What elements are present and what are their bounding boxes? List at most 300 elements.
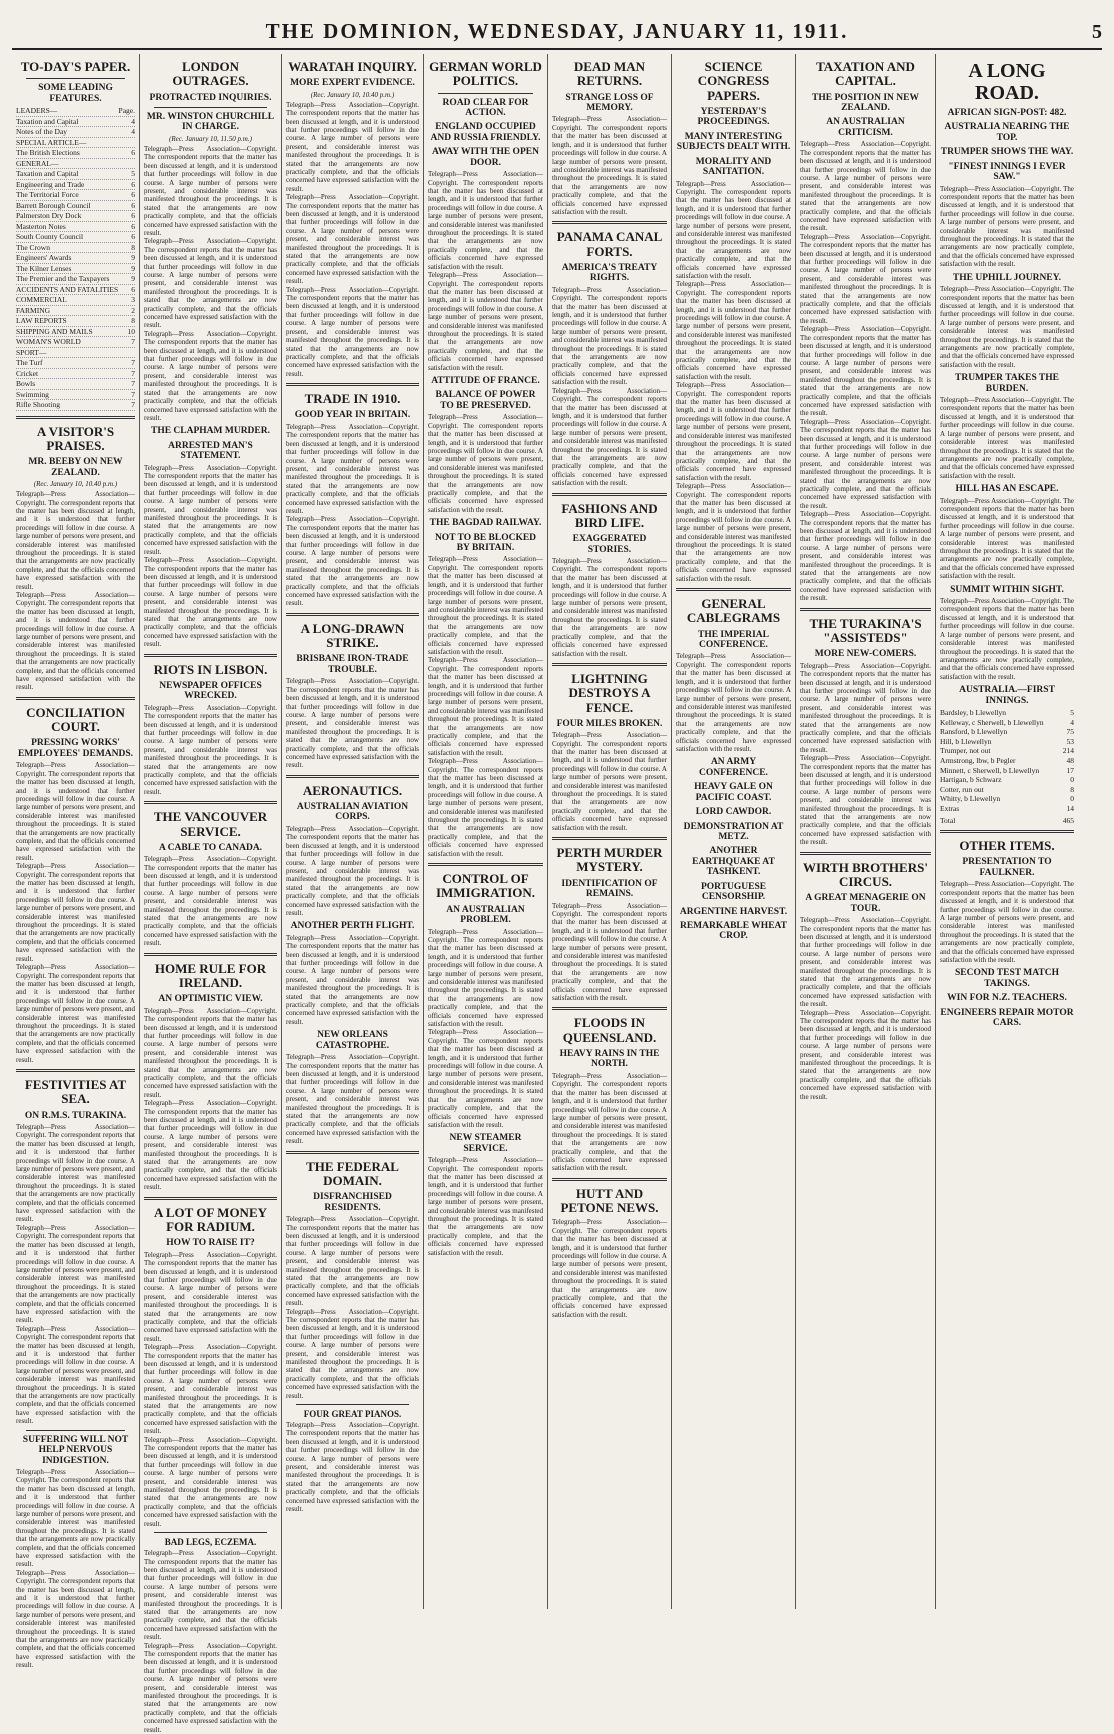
subheading: MORALITY AND SANITATION. bbox=[695, 156, 772, 178]
taxation-heading: TAXATION AND CAPITAL. bbox=[816, 59, 915, 89]
article-text: Telegraph—Press Association—Copyright. The correspondent reports that the matter has been discussed at length, and it is understood that further proceedings will follow in due course. A large number of persons were present, and considerable interest was manifested throughout the proceedings. It is stated that the arrangements are now practically complete, and that the officials concerned have expressed satisfaction with the result. bbox=[144, 703, 277, 796]
subheading: ATTITUDE OF FRANCE. bbox=[431, 375, 540, 386]
column-7 bbox=[796, 54, 936, 1609]
article-text: Telegraph—Press Association—Copyright. The correspondent reports that the matter has been discussed at length, and it is understood that further proceedings will follow in due course. A large number of persons were present, and considerable interest was manifested throughout the proceedings. It is stated that the arrangements are now practically complete, and that the officials concerned have expressed satisfaction with the result. bbox=[144, 329, 277, 422]
subheading: THE UPHILL JOURNEY. bbox=[952, 272, 1062, 283]
index-entry-page: 6 bbox=[131, 179, 135, 189]
index-entry-label: Taxation and Capital bbox=[16, 116, 79, 126]
index-entry-label: Bowls bbox=[16, 379, 36, 389]
science-congress-heading: SCIENCE CONGRESS PAPERS. bbox=[697, 59, 770, 103]
index-entry-page: 4 bbox=[131, 116, 135, 126]
batsman-runs: 48 bbox=[1066, 755, 1074, 765]
subheading: SUMMIT WITHIN SIGHT. bbox=[950, 584, 1064, 595]
german-politics-heading: GERMAN WORLD POLITICS. bbox=[429, 59, 542, 89]
article-text: Telegraph—Press Association—Copyright. The correspondent reports that the matter has been discussed at length, and it is understood that further proceedings will follow in due course. A large number of persons were present, and considerable interest was manifested throughout the proceedings. It is stated that the arrangements are now practically complete, and that the officials concerned have expressed satisfaction with the result. bbox=[428, 927, 543, 1029]
score-row bbox=[940, 746, 1074, 756]
subheading: BRISBANE IRON-TRADE TROUBLE. bbox=[296, 654, 409, 675]
dead-man-heading: DEAD MAN RETURNS. bbox=[573, 59, 646, 89]
index-entry-page: 6 bbox=[131, 190, 135, 200]
index-entry-page: 7 bbox=[131, 337, 135, 347]
index-entry bbox=[16, 264, 135, 275]
batsman-runs: 4 bbox=[1070, 717, 1074, 727]
contents-index bbox=[16, 106, 135, 411]
index-entry-page: 8 bbox=[131, 242, 135, 252]
article-text: Telegraph—Press Association—Copyright. The correspondent reports that the matter has been discussed at length, and it is understood that further proceedings will follow in due course. A large number of persons were present, and considerable interest was manifested throughout the proceedings. It is stated that the arrangements are now practically complete, and that the officials concerned have expressed satisfaction with the result. bbox=[552, 386, 667, 488]
article-text: Telegraph—Press Association—Copyright. The correspondent reports that the matter has been discussed at length, and it is understood that further proceedings will follow in due course. A large number of persons were present, and considerable interest was manifested throughout the proceedings. It is stated that the arrangements are now practically complete, and that the officials concerned have expressed satisfaction with the result. bbox=[552, 1218, 667, 1319]
index-entry-label: The Premier and the Taxpayers bbox=[16, 274, 110, 284]
masthead bbox=[12, 14, 1102, 50]
batsman-name: Armstrong, lbw, b Pegler bbox=[940, 755, 1016, 765]
column-6 bbox=[672, 54, 796, 1609]
index-entry-label: Swimming bbox=[16, 389, 49, 399]
article-text: Telegraph—Press Association—Copyright. The correspondent reports that the matter has been discussed at length, and it is understood that further proceedings will follow in due course. A large number of persons were present, and considerable interest was manifested throughout the proceedings. It is stated that the arrangements are now practically complete, and that the officials concerned have expressed satisfaction with the result. bbox=[144, 144, 277, 237]
article-text: Telegraph—Press Association—Copyright. The correspondent reports that the matter has been discussed at length, and it is understood that further proceedings will follow in due course. A large number of persons were present, and considerable interest was manifested throughout the proceedings. It is stated that the arrangements are now practically complete, and that the officials concerned have expressed satisfaction with the result. bbox=[940, 597, 1074, 681]
panama-heading: PANAMA CANAL FORTS. bbox=[556, 229, 663, 259]
index-entry-label: Rifle Shooting bbox=[16, 400, 60, 410]
subheading: REMARKABLE WHEAT CROP. bbox=[679, 921, 788, 942]
index-entry bbox=[16, 295, 135, 306]
index-entry bbox=[16, 379, 135, 390]
index-entry-page: 2 bbox=[131, 305, 135, 315]
index-entry-page: 9 bbox=[131, 253, 135, 263]
subheading: MANY INTERESTING SUBJECTS DEALT WITH. bbox=[676, 131, 791, 153]
perth-heading: PERTH MURDER MYSTERY. bbox=[556, 845, 663, 875]
index-entry-label: The Kilner Lenses bbox=[16, 263, 72, 273]
article-text: Telegraph—Press Association—Copyright. The correspondent reports that the matter has been discussed at length, and it is understood that further proceedings will follow in due course. A large number of persons were present, and considerable interest was manifested throughout the proceedings. It is stated that the arrangements are now practically complete, and that the officials concerned have expressed satisfaction with the result. bbox=[552, 731, 667, 832]
index-entry bbox=[16, 159, 135, 170]
article-text: Telegraph—Press Association—Copyright. The correspondent reports that the matter has been discussed at length, and it is understood that further proceedings will follow in due course. A large number of persons were present, and considerable interest was manifested throughout the proceedings. It is stated that the arrangements are now practically complete, and that the officials concerned have expressed satisfaction with the result. bbox=[940, 880, 1074, 964]
batsman-runs: 53 bbox=[1066, 736, 1074, 746]
advert-heading: FOUR GREAT PIANOS. bbox=[303, 1409, 402, 1420]
subheading: YESTERDAY'S PROCEEDINGS. bbox=[697, 106, 770, 128]
subheading: AN AUSTRALIAN CRITICISM. bbox=[826, 117, 905, 138]
article-text: Telegraph—Press Association—Copyright. The correspondent reports that the matter has been discussed at length, and it is understood that further proceedings will follow in due course. A large number of persons were present, and considerable interest was manifested throughout the proceedings. It is stated that the arrangements are now practically complete, and that the officials concerned have expressed satisfaction with the result. bbox=[286, 933, 419, 1026]
subheading: THE CLAPHAM MURDER. bbox=[150, 426, 270, 437]
dateline: (Rec. January 10, 10.40 p.m.) bbox=[310, 90, 395, 99]
article-text: Telegraph—Press Association—Copyright. The correspondent reports that the matter has been discussed at length, and it is understood that further proceedings will follow in due course. A large number of persons were present, and considerable interest was manifested throughout the proceedings. It is stated that the arrangements are now practically complete, and that the officials concerned have expressed satisfaction with the result. bbox=[676, 652, 791, 753]
score-row bbox=[940, 718, 1074, 728]
index-entry bbox=[16, 222, 135, 233]
subheading: PRESENTATION TO FAULKNER. bbox=[962, 857, 1052, 878]
festivities-heading: FESTIVITIES AT SEA. bbox=[24, 1076, 127, 1107]
article-text: Telegraph—Press Association—Copyright. The correspondent reports that the matter has been discussed at length, and it is understood that further proceedings will follow in due course. A large number of persons were present, and considerable interest was manifested throughout the proceedings. It is stated that the arrangements are now practically complete, and that the officials concerned have expressed satisfaction with the result. bbox=[144, 855, 277, 948]
batsman-name: Kelleway, c Sherwell, b Llewellyn bbox=[940, 717, 1044, 727]
vancouver-heading: THE VANCOUVER SERVICE. bbox=[153, 809, 268, 839]
subheading: STRANGE LOSS OF MEMORY. bbox=[565, 92, 654, 114]
article-text: Telegraph—Press Association—Copyright. The correspondent reports that the matter has been discussed at length, and it is understood that further proceedings will follow in due course. A large number of persons were present, and considerable interest was manifested throughout the proceedings. It is stated that the arrangements are now practically complete, and that the officials concerned have expressed satisfaction with the result. bbox=[286, 100, 419, 193]
subheading: ENGLAND OCCUPIED AND RUSSIA FRIENDLY. bbox=[430, 122, 541, 143]
index-entry bbox=[16, 327, 135, 338]
home-rule-heading: HOME RULE FOR IRELAND. bbox=[154, 960, 267, 990]
advert-heading: SUFFERING WILL NOT HELP NERVOUS INDIGESTION. bbox=[22, 1434, 129, 1466]
batsman-name: Hill, b Llewellyn bbox=[940, 736, 992, 746]
batsman-runs: 75 bbox=[1066, 727, 1074, 737]
index-entry bbox=[16, 138, 135, 149]
subheading: NEW ORLEANS CATASTROPHE. bbox=[315, 1030, 390, 1051]
article-text: Telegraph—Press Association—Copyright. The correspondent reports that the matter has been discussed at length, and it is understood that further proceedings will follow in due course. A large number of persons were present, and considerable interest was manifested throughout the proceedings. It is stated that the arrangements are now practically complete, and that the officials concerned have expressed satisfaction with the result. bbox=[286, 1053, 419, 1146]
waratah-heading: WARATAH INQUIRY. bbox=[288, 59, 417, 74]
article-text: Telegraph—Press Association—Copyright. The correspondent reports that the matter has been discussed at length, and it is understood that further proceedings will follow in due course. A large number of persons were present, and considerable interest was manifested throughout the proceedings. It is stated that the arrangements are now practically complete, and that the officials concerned have expressed satisfaction with the result. bbox=[144, 1099, 277, 1192]
index-entry-label: Engineers' Awards bbox=[16, 253, 72, 263]
index-entry-page: 4 bbox=[131, 127, 135, 137]
subheading: MORE NEW-COMERS. bbox=[814, 649, 917, 660]
article-text: Telegraph—Press Association—Copyright. The correspondent reports that the matter has been discussed at length, and it is understood that further proceedings will follow in due course. A large number of persons were present, and considerable interest was manifested throughout the proceedings. It is stated that the arrangements are now practically complete, and that the officials concerned have expressed satisfaction with the result. bbox=[428, 555, 543, 656]
score-row bbox=[940, 727, 1074, 737]
dateline: (Rec. January 10, 10.40 p.m.) bbox=[33, 480, 118, 489]
article-text: Telegraph—Press Association—Copyright. The correspondent reports that the matter has been discussed at length, and it is understood that further proceedings will follow in due course. A large number of persons were present, and considerable interest was manifested throughout the proceedings. It is stated that the arrangements are now practically complete, and that the officials concerned have expressed satisfaction with the result. bbox=[286, 824, 419, 917]
index-entry-label: The Territorial Force bbox=[16, 190, 79, 200]
index-entry-label: SPECIAL ARTICLE— bbox=[16, 137, 87, 147]
index-entry bbox=[16, 400, 135, 411]
visitor-subheading: MR. BEEBY ON NEW ZEALAND. bbox=[28, 457, 123, 478]
index-entry-label: Notes of the Day bbox=[16, 127, 68, 137]
batsman-runs: 5 bbox=[1070, 708, 1074, 717]
subheading: THE IMPERIAL CONFERENCE. bbox=[698, 629, 769, 651]
article-text: Telegraph—Press Association—Copyright. The correspondent reports that the matter has been discussed at length, and it is understood that further proceedings will follow in due course. A large number of persons were present, and considerable interest was manifested throughout the proceedings. It is stated that the arrangements are now practically complete, and that the officials concerned have expressed satisfaction with the result. bbox=[800, 140, 931, 233]
index-entry-page: 8 bbox=[131, 316, 135, 326]
batsman-name: Trumper, not out bbox=[940, 746, 991, 756]
index-entry bbox=[16, 274, 135, 285]
lightning-heading: LIGHTNING DESTROYS A FENCE. bbox=[568, 670, 651, 715]
batsman-name: Bardsley, b Llewellyn bbox=[940, 708, 1006, 717]
index-entry-label: The Crown bbox=[16, 242, 50, 252]
subheading: AUSTRALIAN AVIATION CORPS. bbox=[296, 802, 409, 823]
index-entry bbox=[16, 369, 135, 380]
index-entry-label: Taxation and Capital bbox=[16, 169, 79, 179]
article-text: Telegraph—Press Association—Copyright. The correspondent reports that the matter has been discussed at length, and it is understood that further proceedings will follow in due course. A large number of persons were present, and considerable interest was manifested throughout the proceedings. It is stated that the arrangements are now practically complete, and that the officials concerned have expressed satisfaction with the result. bbox=[144, 1435, 277, 1528]
article-text: Telegraph—Press Association—Copyright. The correspondent reports that the matter has been discussed at length, and it is understood that further proceedings will follow in due course. A large number of persons were present, and considerable interest was manifested throughout the proceedings. It is stated that the arrangements are now practically complete, and that the officials concerned have expressed satisfaction with the result. bbox=[286, 193, 419, 286]
article-text: Telegraph—Press Association—Copyright. The correspondent reports that the matter has been discussed at length, and it is understood that further proceedings will follow in due course. A large number of persons were present, and considerable interest was manifested throughout the proceedings. It is stated that the arrangements are now practically complete, and that the officials concerned have expressed satisfaction with the result. bbox=[800, 325, 931, 418]
article-text: Telegraph—Press Association—Copyright. The correspondent reports that the matter has been discussed at length, and it is understood that further proceedings will follow in due course. A large number of persons were present, and considerable interest was manifested throughout the proceedings. It is stated that the arrangements are now practically complete, and that the officials concerned have expressed satisfaction with the result. bbox=[286, 677, 419, 770]
index-entry-label: FARMING bbox=[16, 305, 51, 315]
subheading: AWAY WITH THE OPEN DOOR. bbox=[432, 147, 539, 168]
subheading: ARGENTINE HARVEST. bbox=[679, 906, 788, 917]
article-text: Telegraph—Press Association—Copyright. The correspondent reports that the matter has been discussed at length, and it is understood that further proceedings will follow in due course. A large number of persons were present, and considerable interest was manifested throughout the proceedings. It is stated that the arrangements are now practically complete, and that the officials concerned have expressed satisfaction with the result. bbox=[144, 237, 277, 330]
floods-heading: FLOODS IN QUEENSLAND. bbox=[562, 1015, 657, 1045]
index-entry-page: 3 bbox=[131, 295, 135, 305]
dateline: (Rec. January 10, 11.50 p.m.) bbox=[169, 134, 252, 143]
article-text: Telegraph—Press Association—Copyright. The correspondent reports that the matter has been discussed at length, and it is understood that further proceedings will follow in due course. A large number of persons were present, and considerable interest was manifested throughout the proceedings. It is stated that the arrangements are now practically complete, and that the officials concerned have expressed satisfaction with the result. bbox=[16, 1223, 135, 1325]
article-text: Telegraph—Press Association—Copyright. The correspondent reports that the matter has been discussed at length, and it is understood that further proceedings will follow in due course. A large number of persons were present, and considerable interest was manifested throughout the proceedings. It is stated that the arrangements are now practically complete, and that the officials concerned have expressed satisfaction with the result. bbox=[552, 115, 667, 216]
batsman-name: Cotter, run out bbox=[940, 784, 984, 794]
index-entry bbox=[16, 169, 135, 180]
score-row bbox=[940, 775, 1074, 785]
article-text: Telegraph—Press Association—Copyright. The correspondent reports that the matter has been discussed at length, and it is understood that further proceedings will follow in due course. A large number of persons were present, and considerable interest was manifested throughout the proceedings. It is stated that the arrangements are now practically complete, and that the officials concerned have expressed satisfaction with the result. bbox=[800, 661, 931, 754]
batsman-runs: 0 bbox=[1070, 794, 1074, 804]
todays-paper-heading: TO-DAY'S PAPER. bbox=[20, 59, 131, 74]
score-row bbox=[940, 785, 1074, 795]
article-text: Telegraph—Press Association—Copyright. The correspondent reports that the matter has been discussed at length, and it is understood that further proceedings will follow in due course. A large number of persons were present, and considerable interest was manifested throughout the proceedings. It is stated that the arrangements are now practically complete, and that the officials concerned have expressed satisfaction with the result. bbox=[144, 1250, 277, 1343]
index-entry-page: 7 bbox=[131, 379, 135, 389]
article-text: Telegraph—Press Association—Copyright. The correspondent reports that the matter has been discussed at length, and it is understood that further proceedings will follow in due course. A large number of persons were present, and considerable interest was manifested throughout the proceedings. It is stated that the arrangements are now practically complete, and that the officials concerned have expressed satisfaction with the result. bbox=[800, 417, 931, 510]
index-entry-label: WOMAN'S WORLD bbox=[16, 337, 81, 347]
subheading: ANOTHER PERTH FLIGHT. bbox=[290, 921, 415, 932]
page-number: 5 bbox=[1092, 21, 1102, 43]
index-entry bbox=[16, 316, 135, 327]
subheading: MR. WINSTON CHURCHILL IN CHARGE. bbox=[146, 112, 275, 133]
masthead-title: THE DOMINION, WEDNESDAY, JANUARY 11, 1911. bbox=[265, 19, 849, 43]
fashions-heading: FASHIONS AND BIRD LIFE. bbox=[561, 500, 658, 530]
article-text: Telegraph—Press Association—Copyright. The correspondent reports that the matter has been discussed at length, and it is understood that further proceedings will follow in due course. A large number of persons were present, and considerable interest was manifested throughout the proceedings. It is stated that the arrangements are now practically complete, and that the officials concerned have expressed satisfaction with the result. bbox=[800, 232, 931, 325]
article-text: Telegraph—Press Association—Copyright. The correspondent reports that the matter has been discussed at length, and it is understood that further proceedings will follow in due course. A large number of persons were present, and considerable interest was manifested throughout the proceedings. It is stated that the arrangements are now practically complete, and that the officials concerned have expressed satisfaction with the result. bbox=[286, 515, 419, 608]
article-text: Telegraph—Press Association—Copyright. The correspondent reports that the matter has been discussed at length, and it is understood that further proceedings will follow in due course. A large number of persons were present, and considerable interest was manifested throughout the proceedings. It is stated that the arrangements are now practically complete, and that the officials concerned have expressed satisfaction with the result. bbox=[286, 1307, 419, 1400]
index-entry bbox=[16, 180, 135, 191]
scorecard bbox=[940, 708, 1074, 814]
index-entry-page: 6 bbox=[131, 221, 135, 231]
index-entry-page: 6 bbox=[131, 232, 135, 242]
subheading: HEAVY RAINS IN THE NORTH. bbox=[559, 1049, 660, 1070]
article-text: Telegraph—Press Association—Copyright. The correspondent reports that the matter has been discussed at length, and it is understood that further proceedings will follow in due course. A large number of persons were present, and considerable interest was manifested throughout the proceedings. It is stated that the arrangements are now practically complete, and that the officials concerned have expressed satisfaction with the result. bbox=[676, 280, 791, 381]
cablegrams-heading: GENERAL CABLEGRAMS bbox=[686, 596, 781, 626]
batsman-runs: 8 bbox=[1070, 784, 1074, 794]
subheading: GOOD YEAR IN BRITAIN. bbox=[294, 410, 411, 421]
batsman-runs: 14 bbox=[1066, 803, 1074, 813]
subheading: TRUMPER SHOWS THE WAY. bbox=[940, 147, 1074, 158]
subheading: THE POSITION IN NEW ZEALAND. bbox=[812, 92, 919, 114]
article-text: Telegraph—Press Association—Copyright. The correspondent reports that the matter has been discussed at length, and it is understood that further proceedings will follow in due course. A large number of persons were present, and considerable interest was manifested throughout the proceedings. It is stated that the arrangements are now practically complete, and that the officials concerned have expressed satisfaction with the result. bbox=[800, 916, 931, 1009]
article-text: Telegraph—Press Association—Copyright. The correspondent reports that the matter has been discussed at length, and it is understood that further proceedings will follow in due course. A large number of persons were present, and considerable interest was manifested throughout the proceedings. It is stated that the arrangements are now practically complete, and that the officials concerned have expressed satisfaction with the result. bbox=[940, 496, 1074, 581]
strike-heading: A LONG-DRAWN STRIKE. bbox=[300, 620, 405, 651]
subheading: AMERICA'S TREATY RIGHTS. bbox=[561, 262, 658, 284]
index-entry-page: 7 bbox=[131, 358, 135, 368]
article-text: Telegraph—Press Association—Copyright. The correspondent reports that the matter has been discussed at length, and it is understood that further proceedings will follow in due course. A large number of persons were present, and considerable interest was manifested throughout the proceedings. It is stated that the arrangements are now practically complete, and that the officials concerned have expressed satisfaction with the result. bbox=[800, 1008, 931, 1101]
subheading: A GREAT MENAGERIE ON TOUR. bbox=[805, 893, 926, 914]
article-text: Telegraph—Press Association—Copyright. The correspondent reports that the matter has been discussed at length, and it is understood that further proceedings will follow in due course. A large number of persons were present, and considerable interest was manifested throughout the proceedings. It is stated that the arrangements are now practically complete, and that the officials concerned have expressed satisfaction with the result. bbox=[428, 271, 543, 372]
index-entry bbox=[16, 127, 135, 138]
index-entry bbox=[16, 253, 135, 264]
index-entry bbox=[16, 201, 135, 212]
conciliation-heading: CONCILIATION COURT. bbox=[26, 704, 125, 735]
subheading: AN OPTIMISTIC VIEW. bbox=[158, 994, 263, 1005]
total-label: Total bbox=[940, 815, 956, 825]
advert-text: Telegraph—Press Association—Copyright. The correspondent reports that the matter has been discussed at length, and it is understood that further proceedings will follow in due course. A large number of persons were present, and considerable interest was manifested throughout the proceedings. It is stated that the arrangements are now practically complete, and that the officials concerned have expressed satisfaction with the result. bbox=[144, 1641, 277, 1734]
index-entry-label: ACCIDENTS AND FATALITIES bbox=[16, 284, 119, 294]
index-entry bbox=[16, 390, 135, 401]
hutt-heading: HUTT AND PETONE NEWS. bbox=[560, 1185, 659, 1216]
article-text: Telegraph—Press Association—Copyright. The correspondent reports that the matter has been discussed at length, and it is understood that further proceedings will follow in due course. A large number of persons were present, and considerable interest was manifested throughout the proceedings. It is stated that the arrangements are now practically complete, and that the officials concerned have expressed satisfaction with the result. bbox=[428, 1156, 543, 1257]
london-outrages-heading: LONDON OUTRAGES. bbox=[172, 59, 249, 89]
index-entry-label: South County Council bbox=[16, 232, 84, 242]
article-text: Telegraph—Press Association—Copyright. The correspondent reports that the matter has been discussed at length, and it is understood that further proceedings will follow in due course. A large number of persons were present, and considerable interest was manifested throughout the proceedings. It is stated that the arrangements are now practically complete, and that the officials concerned have expressed satisfaction with the result. bbox=[940, 396, 1074, 480]
subheading: PROTRACTED INQUIRIES. bbox=[149, 92, 272, 103]
column-2 bbox=[140, 54, 282, 1734]
index-entry-label: Engineering and Trade bbox=[16, 179, 85, 189]
total-runs: 465 bbox=[1062, 815, 1074, 825]
article-text: Telegraph—Press Association—Copyright. The correspondent reports that the matter has been discussed at length, and it is understood that further proceedings will follow in due course. A large number of persons were present, and considerable interest was manifested throughout the proceedings. It is stated that the arrangements are now practically complete, and that the officials concerned have expressed satisfaction with the result. bbox=[552, 285, 667, 387]
batsman-name: Extras bbox=[940, 803, 960, 813]
index-entry bbox=[16, 117, 135, 128]
radium-heading: A LOT OF MONEY FOR RADIUM. bbox=[153, 1204, 268, 1234]
article-text: Telegraph—Press Association—Copyright. The correspondent reports that the matter has been discussed at length, and it is understood that further proceedings will follow in due course. A large number of persons were present, and considerable interest was manifested throughout the proceedings. It is stated that the arrangements are now practically complete, and that the officials concerned have expressed satisfaction with the result. bbox=[144, 463, 277, 556]
advert-text: Telegraph—Press Association—Copyright. The correspondent reports that the matter has been discussed at length, and it is understood that further proceedings will follow in due course. A large number of persons were present, and considerable interest was manifested throughout the proceedings. It is stated that the arrangements are now practically complete, and that the officials concerned have expressed satisfaction with the result. bbox=[16, 1568, 135, 1670]
index-entry bbox=[16, 358, 135, 369]
advert-text: Telegraph—Press Association—Copyright. The correspondent reports that the matter has been discussed at length, and it is understood that further proceedings will follow in due course. A large number of persons were present, and considerable interest was manifested throughout the proceedings. It is stated that the arrangements are now practically complete, and that the officials concerned have expressed satisfaction with the result. bbox=[16, 1467, 135, 1569]
article-text: Telegraph—Press Association—Copyright. The correspondent reports that the matter has been discussed at length, and it is understood that further proceedings will follow in due course. A large number of persons were present, and considerable interest was manifested throughout the proceedings. It is stated that the arrangements are now practically complete, and that the officials concerned have expressed satisfaction with the result. bbox=[286, 1215, 419, 1308]
index-entry-page: 6 bbox=[131, 211, 135, 221]
article-text: Telegraph—Press Association—Copyright. The correspondent reports that the matter has been discussed at length, and it is understood that further proceedings will follow in due course. A large number of persons were present, and considerable interest was manifested throughout the proceedings. It is stated that the arrangements are now practically complete, and that the officials concerned have expressed satisfaction with the result. bbox=[676, 179, 791, 280]
column-1 bbox=[12, 54, 140, 1670]
article-text: Telegraph—Press Association—Copyright. The correspondent reports that the matter has been discussed at length, and it is understood that further proceedings will follow in due course. A large number of persons were present, and considerable interest was manifested throughout the proceedings. It is stated that the arrangements are now practically complete, and that the officials concerned have expressed satisfaction with the result. bbox=[144, 1343, 277, 1436]
score-row bbox=[940, 794, 1074, 804]
batsman-name: Minnett, c Sherwell, b Llewellyn bbox=[940, 765, 1040, 775]
subheading: DISFRANCHISED RESIDENTS. bbox=[313, 1192, 392, 1213]
conciliation-subheading: PRESSING WORKS' EMPLOYEES' DEMANDS. bbox=[17, 738, 134, 759]
columns bbox=[12, 54, 1102, 1734]
index-entry-page: Page. bbox=[118, 106, 135, 116]
index-entry-label: SHIPPING AND MAILS bbox=[16, 326, 93, 336]
subheading: NEWSPAPER OFFICES WRECKED. bbox=[159, 680, 262, 702]
article-text: Telegraph—Press Association—Copyright. The correspondent reports that the matter has been discussed at length, and it is understood that further proceedings will follow in due course. A large number of persons were present, and considerable interest was manifested throughout the proceedings. It is stated that the arrangements are now practically complete, and that the officials concerned have expressed satisfaction with the result. bbox=[16, 1324, 135, 1426]
subheading: WIN FOR N.Z. TEACHERS. bbox=[947, 993, 1067, 1004]
article-text: Telegraph—Press Association—Copyright. The correspondent reports that the matter has been discussed at length, and it is understood that further proceedings will follow in due course. A large number of persons were present, and considerable interest was manifested throughout the proceedings. It is stated that the arrangements are now practically complete, and that the officials concerned have expressed satisfaction with the result. bbox=[552, 901, 667, 1003]
article-text: Telegraph—Press Association—Copyright. The correspondent reports that the matter has been discussed at length, and it is understood that further proceedings will follow in due course. A large number of persons were present, and considerable interest was manifested throughout the proceedings. It is stated that the arrangements are now practically complete, and that the officials concerned have expressed satisfaction with the result. bbox=[676, 381, 791, 482]
index-entry bbox=[16, 232, 135, 243]
score-row bbox=[940, 804, 1074, 814]
score-row bbox=[940, 766, 1074, 776]
circus-heading: WIRTH BROTHERS' CIRCUS. bbox=[803, 859, 928, 889]
score-row bbox=[940, 708, 1074, 718]
article-text: Telegraph—Press Association—Copyright. The correspondent reports that the matter has been discussed at length, and it is understood that further proceedings will follow in due course. A large number of persons were present, and considerable interest was manifested throughout the proceedings. It is stated that the arrangements are now practically complete, and that the officials concerned have expressed satisfaction with the result. bbox=[428, 170, 543, 271]
subheading: NOT TO BE BLOCKED BY BRITAIN. bbox=[434, 532, 537, 554]
subheading: IDENTIFICATION OF REMAINS. bbox=[561, 878, 658, 900]
index-entry-label: Masterton Notes bbox=[16, 221, 66, 231]
batsman-name: Whitty, b Llewellyn bbox=[940, 794, 1001, 804]
long-road-heading: A LONG ROAD. bbox=[968, 60, 1046, 104]
article-text: Telegraph—Press Association—Copyright. The correspondent reports that the matter has been discussed at length, and it is understood that further proceedings will follow in due course. A large number of persons were present, and considerable interest was manifested throughout the proceedings. It is stated that the arrangements are now practically complete, and that the officials concerned have expressed satisfaction with the result. bbox=[16, 1123, 135, 1224]
article-text: Telegraph—Press Association—Copyright. The correspondent reports that the matter has been discussed at length, and it is understood that further proceedings will follow in due course. A large number of persons were present, and considerable interest was manifested throughout the proceedings. It is stated that the arrangements are now practically complete, and that the officials concerned have expressed satisfaction with the result. bbox=[16, 862, 135, 963]
index-entry-page: 10 bbox=[127, 326, 135, 336]
batsman-runs: 214 bbox=[1062, 746, 1074, 756]
batsman-runs: 0 bbox=[1070, 775, 1074, 785]
subheading: HILL HAS AN ESCAPE. bbox=[955, 484, 1059, 495]
subheading: PORTUGUESE CENSORSHIP. bbox=[700, 881, 767, 903]
subheading: BALANCE OF POWER TO BE PRESERVED. bbox=[435, 390, 536, 411]
subheading: LORD CAWDOR. bbox=[695, 807, 772, 818]
riots-heading: RIOTS IN LISBON. bbox=[153, 661, 268, 677]
article-text: Telegraph—Press Association—Copyright. The correspondent reports that the matter has been discussed at length, and it is understood that further proceedings will follow in due course. A large number of persons were present, and considerable interest was manifested throughout the proceedings. It is stated that the arrangements are now practically complete, and that the officials concerned have expressed satisfaction with the result. bbox=[428, 757, 543, 858]
trade-heading: TRADE IN 1910. bbox=[304, 391, 401, 407]
festivities-subheading: ON R.M.S. TURAKINA. bbox=[24, 1110, 127, 1121]
index-entry-page: 6 bbox=[131, 284, 135, 294]
advert-heading: BAD LEGS, ECZEMA. bbox=[164, 1537, 257, 1548]
article-text: Telegraph—Press Association—Copyright. The correspondent reports that the matter has been discussed at length, and it is understood that further proceedings will follow in due course. A large number of persons were present, and considerable interest was manifested throughout the proceedings. It is stated that the arrangements are now practically complete, and that the officials concerned have expressed satisfaction with the result. bbox=[552, 1071, 667, 1173]
subheading: DEMONSTRATION AT METZ. bbox=[683, 821, 784, 842]
aeronautics-heading: AERONAUTICS. bbox=[302, 782, 403, 798]
article-text: Telegraph—Press Association—Copyright. The correspondent reports that the matter has been discussed at length, and it is understood that further proceedings will follow in due course. A large number of persons were present, and considerable interest was manifested throughout the proceedings. It is stated that the arrangements are now practically complete, and that the officials concerned have expressed satisfaction with the result. bbox=[428, 413, 543, 514]
index-entry bbox=[16, 148, 135, 159]
index-entry-page: 5 bbox=[131, 169, 135, 179]
other-items-heading: OTHER ITEMS. bbox=[959, 838, 1055, 854]
index-entry-page: 6 bbox=[131, 200, 135, 210]
turakina-heading: THE TURAKINA'S "ASSISTEDS" bbox=[809, 615, 922, 645]
subheading: AN ARMY CONFERENCE. bbox=[699, 757, 768, 778]
score-row bbox=[940, 756, 1074, 766]
index-entry-page: 7 bbox=[131, 389, 135, 399]
article-text: Telegraph—Press Association—Copyright. The correspondent reports that the matter has been discussed at length, and it is understood that further proceedings will follow in due course. A large number of persons were present, and considerable interest was manifested throughout the proceedings. It is stated that the arrangements are now practically complete, and that the officials concerned have expressed satisfaction with the result. bbox=[286, 422, 419, 515]
article-text: Telegraph—Press Association—Copyright. The correspondent reports that the matter has been discussed at length, and it is understood that further proceedings will follow in due course. A large number of persons were present, and considerable interest was manifested throughout the proceedings. It is stated that the arrangements are now practically complete, and that the officials concerned have expressed satisfaction with the result. bbox=[16, 963, 135, 1064]
index-entry-label: The British Elections bbox=[16, 148, 80, 158]
subheading: HEAVY GALE ON PACIFIC COAST. bbox=[694, 782, 773, 803]
advert-text: Telegraph—Press Association—Copyright. The correspondent reports that the matter has been discussed at length, and it is understood that further proceedings will follow in due course. A large number of persons were present, and considerable interest was manifested throughout the proceedings. It is stated that the arrangements are now practically complete, and that the officials concerned have expressed satisfaction with the result. bbox=[286, 1421, 419, 1514]
index-entry bbox=[16, 211, 135, 222]
index-entry-label: LEADERS— bbox=[16, 106, 58, 116]
subheading: SECOND TEST MATCH TAKINGS. bbox=[955, 968, 1059, 989]
article-text: Telegraph—Press Association—Copyright. The correspondent reports that the matter has been discussed at length, and it is understood that further proceedings will follow in due course. A large number of persons were present, and considerable interest was manifested throughout the proceedings. It is stated that the arrangements are now practically complete, and that the officials concerned have expressed satisfaction with the result. bbox=[800, 754, 931, 847]
subheading: THE BAGDAD RAILWAY. bbox=[429, 518, 542, 529]
leading-features-subheading: SOME LEADING FEATURES. bbox=[38, 83, 113, 104]
batsman-name: Hartigan, b Schwarz bbox=[940, 775, 1002, 785]
article-text: Telegraph—Press Association—Copyright. The correspondent reports that the matter has been discussed at length, and it is understood that further proceedings will follow in due course. A large number of persons were present, and considerable interest was manifested throughout the proceedings. It is stated that the arrangements are now practically complete, and that the officials concerned have expressed satisfaction with the result. bbox=[144, 556, 277, 649]
article-text: Telegraph—Press Association—Copyright. The correspondent reports that the matter has been discussed at length, and it is understood that further proceedings will follow in due course. A large number of persons were present, and considerable interest was manifested throughout the proceedings. It is stated that the arrangements are now practically complete, and that the officials concerned have expressed satisfaction with the result. bbox=[552, 557, 667, 658]
index-entry-label: Palmerston Dry Dock bbox=[16, 211, 82, 221]
article-text: Telegraph—Press Association—Copyright. The correspondent reports that the matter has been discussed at length, and it is understood that further proceedings will follow in due course. A large number of persons were present, and considerable interest was manifested throughout the proceedings. It is stated that the arrangements are now practically complete, and that the officials concerned have expressed satisfaction with the result. bbox=[800, 510, 931, 603]
batsman-name: Ransford, b Llewellyn bbox=[940, 727, 1008, 737]
column-4 bbox=[424, 54, 548, 1609]
index-entry bbox=[16, 190, 135, 201]
subheading: ARRESTED MAN'S STATEMENT. bbox=[168, 440, 253, 462]
subheading: HOW TO RAISE IT? bbox=[166, 1238, 255, 1249]
index-entry-label: SPORT— bbox=[16, 347, 47, 357]
column-8 bbox=[936, 54, 1078, 1609]
index-entry-page: 6 bbox=[131, 148, 135, 158]
advert-text: Telegraph—Press Association—Copyright. The correspondent reports that the matter has been discussed at length, and it is understood that further proceedings will follow in due course. A large number of persons were present, and considerable interest was manifested throughout the proceedings. It is stated that the arrangements are now practically complete, and that the officials concerned have expressed satisfaction with the result. bbox=[144, 1549, 277, 1642]
immigration-heading: CONTROL OF IMMIGRATION. bbox=[435, 871, 536, 901]
index-entry-page: 9 bbox=[131, 274, 135, 284]
index-entry-page: 9 bbox=[131, 263, 135, 273]
column-5 bbox=[548, 54, 672, 1609]
index-entry bbox=[16, 348, 135, 359]
scorecard-heading: AUSTRALIA.—FIRST INNINGS. bbox=[959, 685, 1055, 706]
index-entry-label: GENERAL— bbox=[16, 158, 59, 168]
article-text: Telegraph—Press Association—Copyright. The correspondent reports that the matter has been discussed at length, and it is understood that further proceedings will follow in due course. A large number of persons were present, and considerable interest was manifested throughout the proceedings. It is stated that the arrangements are now practically complete, and that the officials concerned have expressed satisfaction with the result. bbox=[286, 285, 419, 378]
article-text: Telegraph—Press Association—Copyright. The correspondent reports that the matter has been discussed at length, and it is understood that further proceedings will follow in due course. A large number of persons were present, and considerable interest was manifested throughout the proceedings. It is stated that the arrangements are now practically complete, and that the officials concerned have expressed satisfaction with the result. bbox=[940, 184, 1074, 269]
federal-heading: THE FEDERAL DOMAIN. bbox=[306, 1158, 399, 1188]
subheading: FOUR MILES BROKEN. bbox=[556, 718, 663, 729]
subheading: AUSTRALIA NEARING THE TOP. bbox=[944, 122, 1070, 143]
article-text: Telegraph—Press Association—Copyright. The correspondent reports that the matter has been discussed at length, and it is understood that further proceedings will follow in due course. A large number of persons were present, and considerable interest was manifested throughout the proceedings. It is stated that the arrangements are now practically complete, and that the officials concerned have expressed satisfaction with the result. bbox=[940, 285, 1074, 369]
index-entry bbox=[16, 243, 135, 254]
index-entry-label: Cricket bbox=[16, 368, 39, 378]
subheading: ENGINEERS REPAIR MOTOR CARS. bbox=[940, 1007, 1074, 1029]
index-entry-page: 7 bbox=[131, 400, 135, 410]
index-entry bbox=[16, 337, 135, 348]
index-entry bbox=[16, 285, 135, 296]
subheading: EXAGGERATED STORIES. bbox=[572, 534, 647, 555]
index-entry-label: The Turf bbox=[16, 358, 43, 368]
visitor-praises-heading: A VISITOR'S PRAISES. bbox=[36, 423, 115, 453]
score-row bbox=[940, 737, 1074, 747]
index-entry bbox=[16, 106, 135, 117]
article-text: Telegraph—Press Association—Copyright. The correspondent reports that the matter has been discussed at length, and it is understood that further proceedings will follow in due course. A large number of persons were present, and considerable interest was manifested throughout the proceedings. It is stated that the arrangements are now practically complete, and that the officials concerned have expressed satisfaction with the result. bbox=[16, 591, 135, 692]
article-text: Telegraph—Press Association—Copyright. The correspondent reports that the matter has been discussed at length, and it is understood that further proceedings will follow in due course. A large number of persons were present, and considerable interest was manifested throughout the proceedings. It is stated that the arrangements are now practically complete, and that the officials concerned have expressed satisfaction with the result. bbox=[16, 761, 135, 862]
article-text: Telegraph—Press Association—Copyright. The correspondent reports that the matter has been discussed at length, and it is understood that further proceedings will follow in due course. A large number of persons were present, and considerable interest was manifested throughout the proceedings. It is stated that the arrangements are now practically complete, and that the officials concerned have expressed satisfaction with the result. bbox=[428, 1028, 543, 1129]
article-text: Telegraph—Press Association—Copyright. The correspondent reports that the matter has been discussed at length, and it is understood that further proceedings will follow in due course. A large number of persons were present, and considerable interest was manifested throughout the proceedings. It is stated that the arrangements are now practically complete, and that the officials concerned have expressed satisfaction with the result. bbox=[428, 656, 543, 757]
index-entry-label: COMMERCIAL bbox=[16, 295, 67, 305]
subheading: ANOTHER EARTHQUAKE AT TASHKENT. bbox=[692, 846, 775, 878]
subheading: AFRICAN SIGN-POST: 482. bbox=[947, 108, 1067, 118]
scorecard-total bbox=[940, 816, 1074, 826]
subheading: "FINEST INNINGS I EVER SAW." bbox=[948, 161, 1066, 183]
subheading: A CABLE TO CANADA. bbox=[158, 842, 263, 853]
index-entry-label: LAW REPORTS bbox=[16, 316, 67, 326]
subheading: TRUMPER TAKES THE BURDEN. bbox=[955, 373, 1059, 394]
subheading: ROAD CLEAR FOR ACTION. bbox=[442, 97, 529, 119]
index-entry-page: 7 bbox=[131, 368, 135, 378]
index-entry bbox=[16, 306, 135, 317]
index-entry-label: Barrett Borough Council bbox=[16, 200, 91, 210]
article-text: Telegraph—Press Association—Copyright. The correspondent reports that the matter has been discussed at length, and it is understood that further proceedings will follow in due course. A large number of persons were present, and considerable interest was manifested throughout the proceedings. It is stated that the arrangements are now practically complete, and that the officials concerned have expressed satisfaction with the result. bbox=[16, 490, 135, 591]
article-text: Telegraph—Press Association—Copyright. The correspondent reports that the matter has been discussed at length, and it is understood that further proceedings will follow in due course. A large number of persons were present, and considerable interest was manifested throughout the proceedings. It is stated that the arrangements are now practically complete, and that the officials concerned have expressed satisfaction with the result. bbox=[676, 482, 791, 583]
